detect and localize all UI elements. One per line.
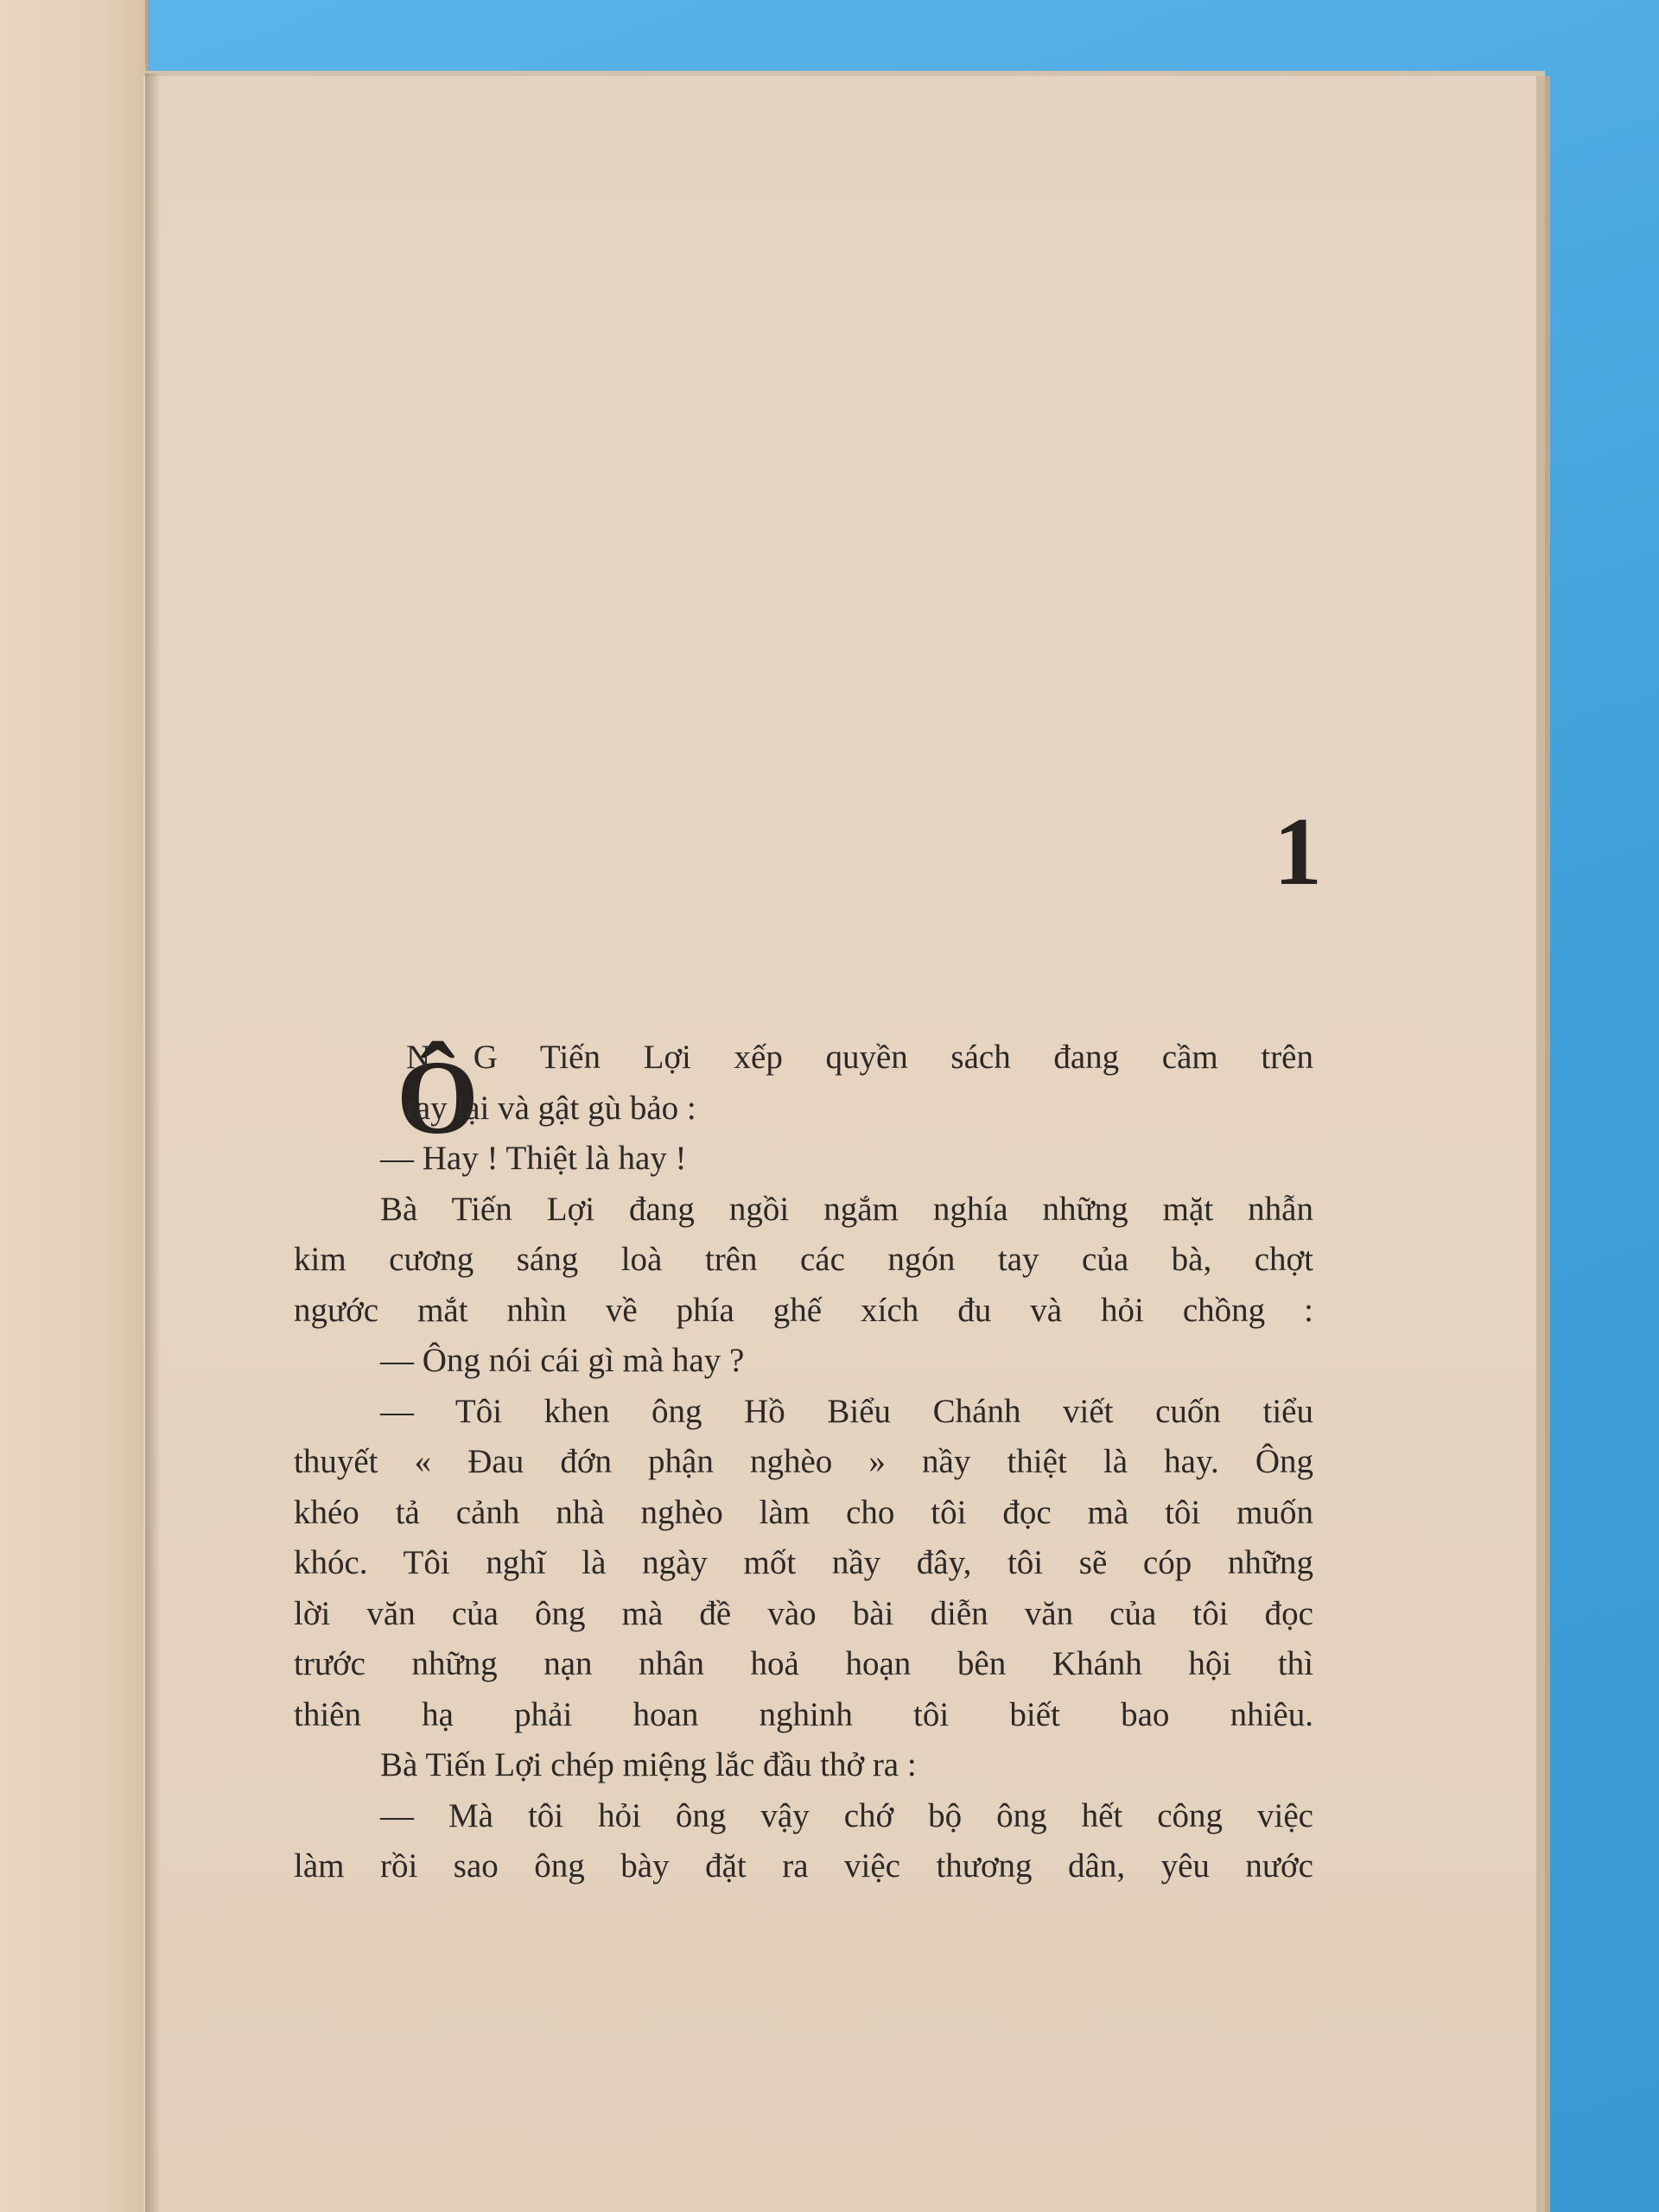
left-page <box>0 0 148 2212</box>
text-line: thuyết « Đau đớn phận nghèo » nầy thiệt là hay. Ông <box>294 1443 1313 1480</box>
text-line: làm rồi sao ông bày đặt ra việc thương dân, yêu nước <box>294 1847 1313 1885</box>
chapter-number: 1 <box>1274 798 1322 906</box>
page-gutter-shadow <box>145 73 161 2212</box>
text-line: trước những nạn nhân hoả hoạn bên Khánh hội thì <box>294 1645 1313 1682</box>
drop-cap-letter: Ô <box>397 1039 479 1156</box>
text-line: — Mà tôi hỏi ông vậy chớ bộ ông hết công việc <box>380 1796 1313 1834</box>
text-line: tay lại và gật gù bảo : <box>406 1089 696 1127</box>
text-line: — Tôi khen ông Hồ Biểu Chánh viết cuốn tiểu <box>380 1392 1313 1430</box>
text-line: lời văn của ông mà đề vào bài diễn văn của tôi đọc <box>294 1594 1313 1632</box>
text-line: Bà Tiến Lợi chép miệng lắc đầu thở ra : <box>380 1746 917 1783</box>
text-line: Bà Tiến Lợi đang ngồi ngắm nghía những mặt nhẫn <box>380 1190 1313 1228</box>
text-line: khéo tả cảnh nhà nghèo làm cho tôi đọc mà tôi muốn <box>294 1493 1313 1531</box>
text-line: ngước mắt nhìn về phía ghế xích đu và hỏi chồng : <box>294 1291 1313 1329</box>
text-line: — Hay ! Thiệt là hay ! <box>380 1140 687 1177</box>
text-line: khóc. Tôi nghĩ là ngày mốt nầy đây, tôi sẽ cóp những <box>294 1544 1313 1581</box>
text-line: N G Tiến Lợi xếp quyền sách đang cầm trên <box>406 1039 1313 1076</box>
text-line: kim cương sáng loà trên các ngón tay của bà, chợt <box>294 1241 1313 1278</box>
body-text <box>294 1033 1313 1892</box>
text-line: — Ông nói cái gì mà hay ? <box>380 1342 745 1379</box>
text-line: thiên hạ phải hoan nghinh tôi biết bao nhiêu. <box>294 1695 1313 1733</box>
